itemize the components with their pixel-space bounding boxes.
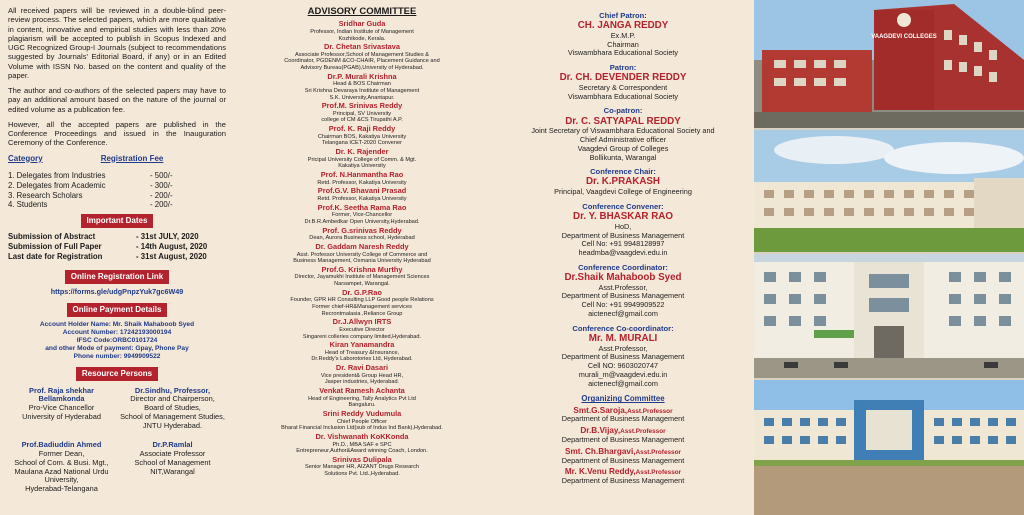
resource-persons-heading: Resource Persons xyxy=(76,367,158,381)
ifsc-code: IFSC Code:ORBC0101724 xyxy=(76,336,158,344)
organizing-member xyxy=(492,406,754,425)
official-detail: Chief Administrative officer xyxy=(579,135,667,145)
official-name: Dr.Shaik Mahaboob Syed xyxy=(564,271,682,283)
member-detail: Head of Treasury &Insurance, xyxy=(324,349,400,356)
advisory-member xyxy=(232,20,492,42)
official-name: Dr. K.PRAKASH xyxy=(585,176,661,188)
member-detail: Solutions Pvt. Ltd.,Hyderabad. xyxy=(324,471,400,478)
account-holder: Account Holder Name: Mr. Shaik Mahaboob Syed xyxy=(39,320,195,328)
member-detail: S.K. University,Anantapur. xyxy=(329,94,395,101)
official-detail: Cell No: +91 9949909522 xyxy=(581,300,665,310)
member-name: Dr. G.P.Rao xyxy=(342,287,382,297)
fee-amount: - 200/- xyxy=(150,190,173,200)
fee-amount: - 500/- xyxy=(150,171,173,181)
official-name: Dr. Y. BHASKAR RAO xyxy=(573,211,673,223)
member-detail: Professor, Indian Institute of Management xyxy=(310,28,414,35)
official-detail: Viswambhara Educational Society xyxy=(567,91,679,101)
online-registration-heading: Online Registration Link xyxy=(65,270,169,284)
official-detail: Viswambhara Educational Society xyxy=(567,48,679,58)
person-line: Associate Professor xyxy=(139,448,206,458)
member-detail: Telangana ICET-2020 Convener xyxy=(322,140,402,147)
official-detail: headmba@vaagdevi.edu.in xyxy=(578,248,668,258)
official-block xyxy=(492,324,754,389)
member-detail: Associate Professor,School of Management Studies & xyxy=(294,51,429,58)
advisory-member xyxy=(232,410,492,432)
advisory-member xyxy=(232,341,492,363)
date-label: Last date for Registration xyxy=(8,252,103,262)
important-dates-heading: Important Dates xyxy=(81,214,154,228)
payment-details-heading: Online Payment Details xyxy=(67,303,168,317)
fee-category: 3. Research Scholars xyxy=(8,190,83,200)
date-value: - 14th August, 2020 xyxy=(136,242,208,252)
member-name: Dr. Ravi Dasari xyxy=(335,363,389,373)
date-label: Submission of Full Paper xyxy=(8,242,102,252)
payment-details xyxy=(8,321,226,361)
member-name: Dr. K. Rajender xyxy=(335,147,389,156)
member-detail: Recrontmalasia ,Reliance Group xyxy=(321,310,403,317)
official-name: Mr. M. MURALI xyxy=(588,332,658,344)
member-name: Mr. K.Venu Reddy, xyxy=(564,467,636,477)
advisory-member xyxy=(232,433,492,455)
fee-row xyxy=(8,171,226,181)
member-dept: Department of Business Management xyxy=(561,435,685,445)
date-row xyxy=(8,242,226,252)
advisory-member xyxy=(232,102,492,124)
person-line: Board of Studies, xyxy=(144,403,201,413)
official-block xyxy=(492,63,754,101)
member-name: Dr.J.Allwyn IRTS xyxy=(332,317,392,327)
member-name: Prof.G.V. Bhavani Prasad xyxy=(317,186,407,196)
info-column xyxy=(0,0,232,515)
organizing-list xyxy=(492,406,754,486)
member-detail: Entrepreneur,Author&Award winning Coach, London. xyxy=(296,448,428,455)
date-label: Submission of Abstract xyxy=(8,231,96,241)
official-block xyxy=(492,106,754,162)
member-detail: Business Management, Osmania University Hyderabad xyxy=(293,258,431,265)
member-detail: Senior Manager HR, AIZANT Drugs Research xyxy=(305,464,419,471)
official-role-heading: Conference Co-coordinator: xyxy=(572,323,674,333)
member-name: Prof. G.srinivas Reddy xyxy=(322,225,402,235)
important-dates-list xyxy=(8,232,226,262)
official-detail: Vaagdevi Group of Colleges xyxy=(577,143,669,153)
advisory-column xyxy=(232,0,492,515)
official-name: CH. JANGA REDDY xyxy=(577,20,669,32)
advisory-member xyxy=(232,243,492,265)
member-dept: Department of Business Management xyxy=(561,476,685,486)
phone-number: Phone number: 9949909522 xyxy=(73,352,161,360)
member-detail: Coordinator, PGDENM &CO-CHAIR, Placement Guidance and xyxy=(284,58,440,65)
official-name: Dr. C. SATYAPAL REDDY xyxy=(565,115,681,127)
registration-header xyxy=(8,154,226,164)
official-detail: Department of Business Management xyxy=(561,291,685,301)
member-detail: Pricipal University College of Comm. & Mgt. xyxy=(307,156,417,163)
member-name: Venkat Ramesh Achanta xyxy=(319,385,405,395)
person-line: School of Com. & Busi. Mgt., xyxy=(14,457,109,467)
member-detail: Vice president& Group Head HR, xyxy=(320,372,404,379)
member-detail: Jasper industries, Hyderabad. xyxy=(324,379,400,386)
advisory-member xyxy=(232,318,492,340)
fee-list xyxy=(8,171,226,210)
member-detail: Director, Jayamukhi Institute of Management Sciences xyxy=(294,274,430,281)
organizing-member xyxy=(492,426,754,445)
member-detail: Ph.D., MBA SAF e SPC xyxy=(332,441,392,448)
member-name: Prof.K. Seetha Rama Rao xyxy=(317,202,407,212)
fee-row xyxy=(8,200,226,210)
person-line: University of Hyderabad xyxy=(22,412,101,422)
person-name: Prof.Badiuddin Ahmed xyxy=(21,439,102,449)
date-row xyxy=(8,252,226,262)
official-role-heading: Co-patron: xyxy=(603,106,643,116)
advisory-member xyxy=(232,364,492,386)
fee-category: 4. Students xyxy=(8,200,48,210)
fee-row xyxy=(8,181,226,191)
person-name: Dr.P.Ramlal xyxy=(152,439,193,449)
member-detail: Executive Director xyxy=(339,326,385,333)
advisory-member xyxy=(232,456,492,478)
member-name: Kiran Yanamandra xyxy=(329,340,395,350)
member-detail: Retd. Professor, Kakatiya University xyxy=(317,195,407,202)
official-detail: Ex.M.P. xyxy=(610,30,636,40)
resource-person xyxy=(119,441,226,494)
member-detail: Founder, GPR HR Consulting LLP Good people Relations xyxy=(290,297,434,304)
resource-persons-grid xyxy=(8,387,226,495)
official-detail: Chairman xyxy=(607,39,639,49)
advisory-list xyxy=(232,20,492,477)
member-detail: Kakatiya University xyxy=(338,163,386,170)
official-block xyxy=(492,202,754,258)
member-detail: Advisory Bureau(PGAB),University of Hyderabad. xyxy=(300,65,424,72)
publication-fee-paragraph: The author and co-authors of the selected papers may have to pay an additional amount based on the nature of the journal or edited volume as a publication fee. xyxy=(8,86,226,114)
review-paragraph: All received papers will be reviewed in a double-blind peer-review process. The selected papers, which are more qualitative in content, innovative and empirical studies with less than 20% plagiarism will be accepted to publish in Scopus Indexed and UGC Recognized Group-I Journals (subject to recommendations suggested by Journals' Editorial Board, if any) or in an Edited Volume with ISSN No. based on the content and quality of the paper. xyxy=(8,6,226,80)
member-detail: Narsampet, Warangal. xyxy=(334,281,390,288)
advisory-member xyxy=(232,171,492,186)
member-detail: Chief People Officer xyxy=(337,418,387,425)
official-detail: aictenecf@gmail.com xyxy=(588,378,658,388)
member-role: Asst.Professor xyxy=(635,469,682,477)
advisory-member xyxy=(232,204,492,226)
fee-category: 1. Delegates from Industries xyxy=(8,171,106,181)
member-detail: Chairman BOS, Kakatiya University xyxy=(317,133,407,140)
official-detail: aictenecf@gmail.com xyxy=(588,308,658,318)
member-detail: Asst. Professor University College of Commerce and xyxy=(296,251,428,258)
organizing-member xyxy=(492,467,754,486)
member-name: Dr. Chetan Srivastava xyxy=(324,42,400,52)
member-detail: Dean, Aurora Business school, Hyderabad xyxy=(309,235,415,242)
fee-amount: - 200/- xyxy=(150,200,173,210)
official-detail: Bollikunta, Warangal xyxy=(589,152,657,162)
member-name: Sridhar Guda xyxy=(338,19,386,29)
registration-link[interactable]: https://forms.gle/udgPnpzYuk7gc6W49 xyxy=(50,287,184,297)
member-role: Asst.Professor xyxy=(627,407,673,415)
member-detail: Principal, SV University xyxy=(332,110,392,117)
official-role-heading: Patron: xyxy=(609,63,637,73)
official-detail: Cell No: +91 9948128997 xyxy=(581,239,665,249)
date-row xyxy=(8,232,226,242)
official-role-heading: Conference Coordinator: xyxy=(578,262,668,272)
payment-modes: and other Mode of payment: Gpay, Phone Pay xyxy=(45,344,189,352)
official-detail: Secretary & Correspondent xyxy=(578,82,668,92)
campus-photo-hostel xyxy=(754,254,1024,378)
date-value: - 31st August, 2020 xyxy=(136,252,207,262)
member-detail: Bharat Financial Inclusion Ltd(sub of Indus Ind Bank),Hyderabad. xyxy=(281,425,443,432)
campus-photo-main-block xyxy=(754,0,1024,128)
campus-photo-lawn xyxy=(754,130,1024,252)
member-dept: Department of Business Management xyxy=(561,455,685,465)
advisory-member xyxy=(232,73,492,102)
official-detail: Cell NO: 9603020747 xyxy=(587,361,659,371)
person-line: Director and Chairperson, xyxy=(130,394,215,404)
member-name: Dr.P. Murali Krishna xyxy=(327,71,397,81)
member-detail: Sri Krishna Devaraya Institute of Management xyxy=(304,87,420,94)
person-line: Maulana Azad National Urdu University, xyxy=(14,466,109,485)
resource-person xyxy=(8,441,115,494)
person-line: Hyderabad-Telangana xyxy=(25,484,98,494)
campus-sign: VAAGDEVI COLLEGES xyxy=(871,34,937,40)
officials-column xyxy=(492,0,754,515)
organizing-member xyxy=(492,447,754,466)
member-name: Prof.G. Krishna Murthy xyxy=(321,264,403,274)
advisory-heading: ADVISORY COMMITTEE xyxy=(307,6,417,17)
official-detail: Department of Business Management xyxy=(561,352,685,362)
person-line: School of Management xyxy=(134,457,211,467)
advisory-member xyxy=(232,289,492,318)
advisory-member xyxy=(232,227,492,242)
member-detail: Former, Vice-Chancellor xyxy=(331,212,393,219)
official-detail: Joint Secretary of Viswambhara Educational Society and xyxy=(531,126,715,136)
person-name: Dr.Sindhu, Professor, xyxy=(134,385,211,395)
member-detail: Head & BOS Chairman xyxy=(333,81,391,88)
proceedings-paragraph: However, all the accepted papers are published in the Conference Proceedings and issued in the Inauguration Ceremony of the Conference. xyxy=(8,119,226,148)
campus-photos xyxy=(754,0,1024,515)
member-detail: college of CM &CS Tirupathi A.P. xyxy=(321,117,403,124)
person-line: NIT,Warangal xyxy=(150,466,195,476)
member-name: Smt.G.Saroja, xyxy=(573,405,628,415)
official-detail: Principal, Vaagdevi College of Engineering xyxy=(554,187,692,197)
member-name: Prof.M. Srinivas Reddy xyxy=(321,101,403,111)
person-line: School of Management Studies, xyxy=(120,412,225,422)
member-name: Dr.B.Vijay, xyxy=(580,426,621,436)
official-detail: Asst.Professor, xyxy=(598,343,648,353)
member-dept: Department of Business Management xyxy=(561,414,685,424)
member-name: Dr. Vishwanath KoKKonda xyxy=(315,431,409,441)
member-detail: Head of Engineering, Tally Analytics Pvt Ltd xyxy=(308,395,416,402)
advisory-member xyxy=(232,43,492,72)
resource-person xyxy=(8,387,115,431)
fee-amount: - 300/- xyxy=(150,180,173,190)
date-value: - 31st JULY, 2020 xyxy=(136,231,199,241)
member-detail: Dr.Reddy's Laborotories Ltd, Hyderabad. xyxy=(311,356,413,363)
organizing-heading: Organizing Committee xyxy=(581,394,665,404)
official-block xyxy=(492,11,754,58)
member-detail: Kozhikode, Kerala. xyxy=(338,35,386,42)
member-detail: Dr.B.R.Ambedkar Open University,Hyderabad. xyxy=(304,218,420,225)
member-name: Dr. Gaddam Naresh Reddy xyxy=(315,241,409,251)
resource-person xyxy=(119,387,226,431)
official-name: Dr. CH. DEVENDER REDDY xyxy=(559,72,687,84)
official-detail: Asst.Professor, xyxy=(598,282,648,292)
person-name: Prof. Raja shekhar Bellamkonda xyxy=(29,385,94,404)
official-detail: murali_m@vaagdevi.edu.in xyxy=(578,369,668,379)
official-role-heading: Conference Convener: xyxy=(582,201,664,211)
member-name: Prof. N.Hanmantha Rao xyxy=(320,169,404,179)
official-detail: Department of Business Management xyxy=(561,230,685,240)
advisory-member xyxy=(232,266,492,288)
official-role-heading: Chief Patron: xyxy=(599,11,647,20)
official-block xyxy=(492,167,754,197)
fee-row xyxy=(8,191,226,201)
category-heading: Category xyxy=(8,153,43,163)
member-detail: Bangaluru. xyxy=(348,402,376,409)
advisory-member xyxy=(232,387,492,409)
member-detail: Retd. Professor, Kakatiya University xyxy=(317,179,407,186)
advisory-member xyxy=(232,187,492,202)
member-role: Asst.Professor xyxy=(635,448,681,456)
member-name: Prof. K. Raji Reddy xyxy=(328,124,396,134)
official-role-heading: Conference Chair: xyxy=(590,167,656,177)
member-name: Srinivas Dulipala xyxy=(332,454,392,464)
campus-photo-academic-block xyxy=(754,380,1024,515)
advisory-member xyxy=(232,125,492,147)
member-name: Srini Reddy Vudumula xyxy=(322,408,402,418)
person-line: Pro-Vice Chancellor xyxy=(28,403,95,413)
member-detail: Former chief-HR&Management services xyxy=(312,304,412,310)
advisory-member xyxy=(232,148,492,170)
person-line: JNTU Hyderabad. xyxy=(142,421,203,430)
fee-heading: Registration Fee xyxy=(100,153,164,163)
official-block xyxy=(492,263,754,319)
member-role: Asst.Professor xyxy=(620,428,666,436)
account-number: Account Number: 17242193000194 xyxy=(62,328,172,336)
member-name: Smt. Ch.Bhargavi, xyxy=(565,446,636,456)
fee-category: 2. Delegates from Academic xyxy=(8,180,106,190)
officials-list xyxy=(492,11,754,388)
member-detail: Singareni colleries company limited,Hyderabad. xyxy=(302,333,422,340)
person-line: Former Dean, xyxy=(38,448,85,458)
official-detail: HoD, xyxy=(614,221,632,231)
